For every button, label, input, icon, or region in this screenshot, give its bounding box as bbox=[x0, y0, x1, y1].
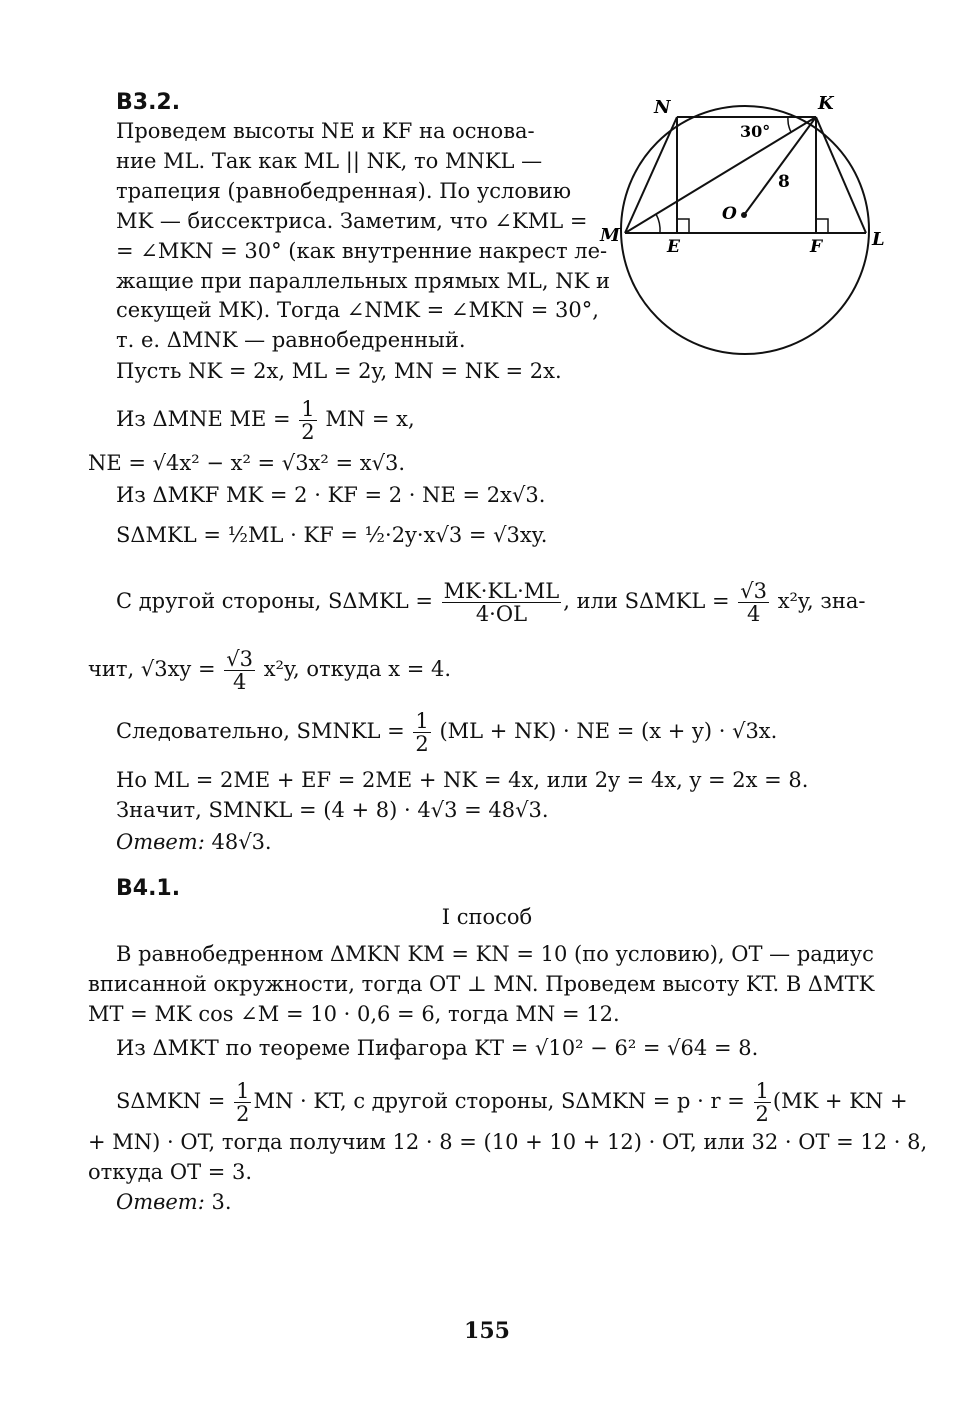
text-line: Значит, SMNKL = (4 + 8) · 4√3 = 48√3. bbox=[116, 798, 549, 822]
angle-label: 30° bbox=[740, 122, 771, 141]
text-line: В равнобедренном ΔMKN KM = KN = 10 (по условию), OT — радиус bbox=[116, 942, 874, 966]
formula-line: SΔMKL = ½ML · KF = ½·2y·x√3 = √3xy. bbox=[116, 523, 548, 547]
method-heading: I способ bbox=[441, 905, 533, 929]
label-l: L bbox=[872, 229, 885, 250]
answer-line: Ответ: 3. bbox=[116, 1190, 232, 1214]
text-line: жащие при параллельных прямых ML, NK и bbox=[116, 269, 610, 293]
label-n: N bbox=[654, 97, 671, 118]
label-e: E bbox=[667, 237, 680, 257]
fraction: $\frac{1}{2}$ bbox=[301, 397, 315, 445]
text-line: = ∠MKN = 30° (как внутренние накрест ле- bbox=[116, 239, 608, 263]
label-f: F bbox=[810, 237, 823, 257]
text-line: Но ML = 2ME + EF = 2ME + NK = 4x, или 2y = 4x, y = 2x = 8. bbox=[116, 768, 809, 792]
fraction: $\frac{√3}{4}$ bbox=[740, 579, 767, 627]
label-o: O bbox=[722, 204, 737, 224]
fraction: $\frac{1}{2}$ bbox=[755, 1079, 769, 1127]
text-line: откуда OT = 3. bbox=[88, 1160, 253, 1184]
page-number: 155 bbox=[464, 1318, 510, 1344]
fraction: $\frac{1}{2}$ bbox=[415, 709, 429, 757]
center-point bbox=[741, 212, 747, 218]
text-line: + MN) · OT, тогда получим 12 · 8 = (10 + 10 + 12) · OT, или 32 · OT = 12 · 8, bbox=[88, 1130, 928, 1154]
formula-line: Из ΔMKF MK = 2 · KF = 2 · NE = 2x√3. bbox=[116, 483, 546, 507]
formula-line: SΔMKN = $\frac{1}{2}$ MN · KT, с другой стороны, SΔMKN = p · r = $\frac{1}{2}$ (MK + KN + bbox=[116, 1079, 908, 1127]
text-line: вписанной окружности, тогда OT ⊥ MN. Проведем высоту KT. В ΔMTK bbox=[88, 972, 875, 996]
text-line: MT = MK cos ∠M = 10 · 0,6 = 6, тогда MN = 12. bbox=[88, 1002, 620, 1026]
radius-label: 8 bbox=[778, 172, 790, 192]
text-line: MK — биссектриса. Заметим, что ∠KML = bbox=[116, 209, 588, 233]
text-line: трапеция (равнобедренная). По условию bbox=[116, 179, 572, 203]
formula-line: NE = √4x² − x² = √3x² = x√3. bbox=[88, 451, 406, 475]
side-kl bbox=[816, 117, 866, 233]
fraction: $\frac{1}{2}$ bbox=[236, 1079, 250, 1127]
text-line: Пусть NK = 2x, ML = 2y, MN = NK = 2x. bbox=[116, 359, 562, 383]
circumcircle bbox=[621, 106, 869, 354]
formula-line: чит, √3xy = $\frac{√3}{4}$ x²y, откуда x = 4. bbox=[88, 647, 452, 695]
formula-line: С другой стороны, SΔMKL = $\frac{MK\cdot KL\cdot ML}{4\cdot OL}$ , или SΔMKL = $\frac{√3}{4}$ x²y, зна- bbox=[116, 579, 866, 627]
label-m: M bbox=[600, 225, 620, 246]
geometry-figure bbox=[590, 85, 900, 375]
text-line: т. е. ΔMNK — равнобедренный. bbox=[116, 328, 466, 352]
label-k: K bbox=[818, 93, 834, 114]
section-heading-b3-2: В3.2. bbox=[116, 90, 181, 115]
text-line: секущей MK). Тогда ∠NMK = ∠MKN = 30°, bbox=[116, 298, 599, 322]
text-line: Проведем высоты NE и KF на основа- bbox=[116, 119, 535, 143]
formula-line: Следовательно, SMNKL = $\frac{1}{2}$ (ML + NK) · NE = (x + y) · √3x. bbox=[116, 709, 778, 757]
fraction: $\frac{√3}{4}$ bbox=[226, 647, 254, 695]
formula-line: Из ΔMKT по теореме Пифагора KT = √10² − 6² = √64 = 8. bbox=[116, 1036, 759, 1060]
fraction: $\frac{MK\cdot KL\cdot ML}{4\cdot OL}$ bbox=[443, 579, 560, 627]
section-heading-b4-1: В4.1. bbox=[116, 876, 181, 901]
formula-line: Из ΔMNE ME = $\frac{1}{2}$ MN = x, bbox=[116, 397, 415, 445]
answer-line: Ответ: 48√3. bbox=[116, 830, 272, 854]
text-line: ние ML. Так как ML || NK, то MNKL — bbox=[116, 149, 543, 173]
